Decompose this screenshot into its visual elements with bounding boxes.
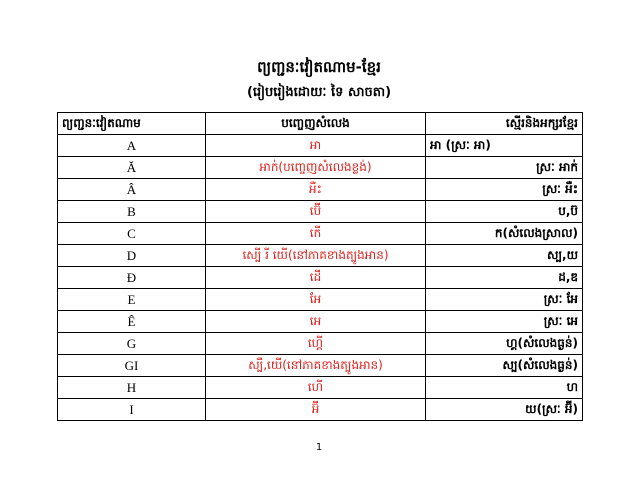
cell-latin: C [58,223,206,245]
cell-latin: Đ [58,267,206,289]
table-row [58,135,583,157]
cell-pronunciation: ស្បើ រី យើ(នៅភាគខាងត្បូងអាន) [206,245,426,267]
cell-khmer: យ(ស្រៈ អ៊ី) [426,399,583,421]
table-row [58,399,583,421]
cell-latin: H [58,377,206,399]
cell-khmer: ស្ប(សំលេងធ្ងន់) [426,355,583,377]
cell-latin: Ă [58,157,206,179]
cell-khmer: ប,ប៊ [426,201,583,223]
table-row [58,223,583,245]
table-row [58,289,583,311]
cell-pronunciation: ស្បឺ,យើ(នៅភាគខាងត្បូងអាន) [206,355,426,377]
cell-pronunciation: អេ [206,311,426,333]
table-row [58,201,583,223]
cell-pronunciation: អ៊ី [206,399,426,421]
cell-latin: Ê [58,311,206,333]
cell-pronunciation: អែ [206,289,426,311]
table-row [58,333,583,355]
header-vietnamese-letter: ព្យញ្ជនៈវៀតណាម [58,113,206,135]
cell-khmer: ស្រៈ អេ [426,311,583,333]
alphabet-table [57,112,583,421]
cell-latin: Â [58,179,206,201]
cell-khmer: ស្រៈ អែ [426,289,583,311]
cell-latin: I [58,399,206,421]
cell-khmer: ដ,ឌ [426,267,583,289]
table-row [58,245,583,267]
cell-latin: GI [58,355,206,377]
table-row [58,267,583,289]
header-pronunciation: បញ្ចេញសំលេង [206,113,426,135]
cell-pronunciation: កើ [206,223,426,245]
cell-khmer: ស្រៈ អឺះ [426,179,583,201]
table-row [58,179,583,201]
table-row [58,377,583,399]
table-row [58,311,583,333]
cell-latin: D [58,245,206,267]
cell-latin: E [58,289,206,311]
document-title: ព្យញ្ជនៈវៀតណាម-ខ្មែរ [257,58,381,76]
document-subtitle: (រៀបរៀងដោយៈ ទៃ សាចតា) [246,85,392,100]
cell-pronunciation: អាក់(បញ្ចេញសំលេងខ្លង់) [206,157,426,179]
cell-pronunciation: ដើ [206,267,426,289]
page-number: 1 [315,442,323,453]
cell-khmer: ស្រៈ អាក់ [426,157,583,179]
cell-khmer: ក(សំលេងស្រាល) [426,223,583,245]
table-header-row [58,113,583,135]
header-khmer-equivalent: ស្មើរនិងអក្សរខ្មែរ [426,113,583,135]
cell-latin: B [58,201,206,223]
cell-latin: G [58,333,206,355]
cell-pronunciation: ហ្គើ [206,333,426,355]
table-row [58,157,583,179]
cell-khmer: អា (ស្រៈ អា) [426,135,583,157]
cell-latin: A [58,135,206,157]
cell-khmer: ហ [426,377,583,399]
cell-pronunciation: អា [206,135,426,157]
cell-pronunciation: ប៊ើ [206,201,426,223]
cell-khmer: ហ្គ(សំលេងធ្ងន់) [426,333,583,355]
cell-pronunciation: អឺះ [206,179,426,201]
cell-pronunciation: ហើ [206,377,426,399]
table-row [58,355,583,377]
cell-khmer: ស្ប,យ [426,245,583,267]
